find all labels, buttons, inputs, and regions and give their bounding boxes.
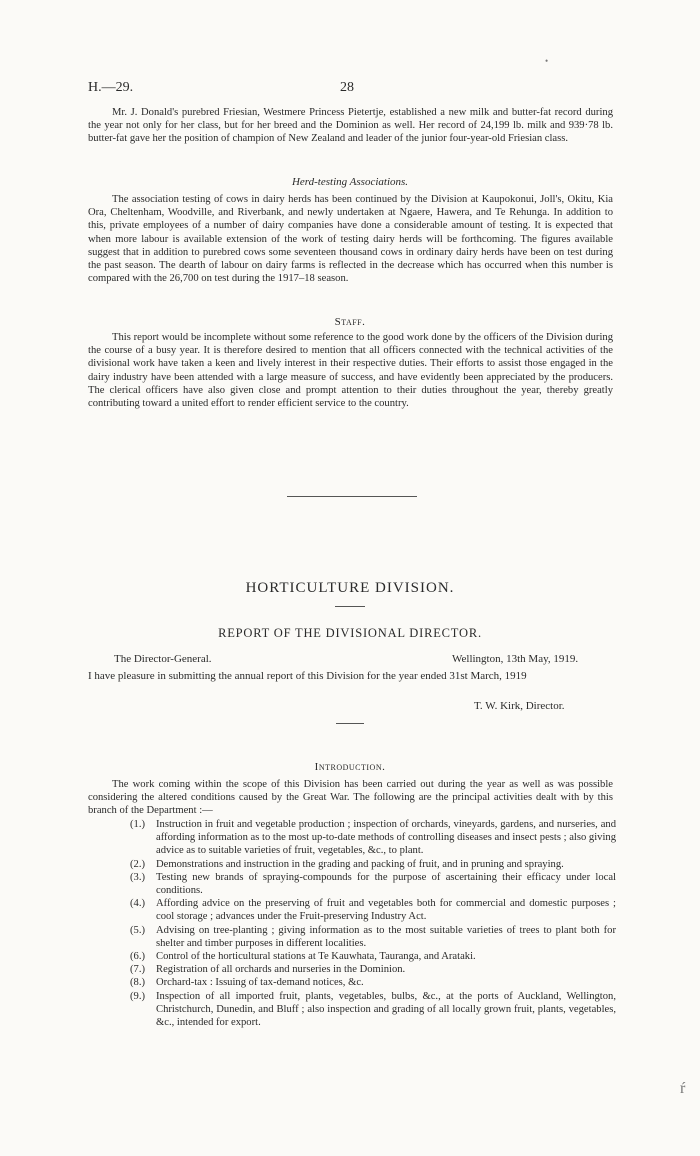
section-divider — [287, 496, 417, 497]
opening-paragraph: I have pleasure in submitting the annual report of this Division for the year ended 31st March, 1919 — [88, 670, 527, 682]
list-item: (1.) Instruction in fruit and vegetable production ; inspection of orchards, vineyards, gardens, and nurseries, and affording information as to the most up-to-date methods of controlling diseases and insect pests ; also giving advice as to suitable varieties of fruit, vegetables, &c., to plant. — [130, 819, 616, 857]
horticulture-title: HORTICULTURE DIVISION. — [245, 580, 455, 596]
page-number: 28 — [340, 80, 354, 95]
addressee: The Director-General. — [114, 653, 212, 665]
herd-testing-paragraph: The association testing of cows in dairy herds has been continued by the Division at Kaupokonui, Joll's, Okitu, Kia Ora, Cheltenham, Woodville, and Riverbank, and newly undertaken at Ngaere, Hawera, and Te Rehunga. In addition to this, private employees of a number of dairy companies have done a considerable amount of testing. It is expected that when more labour is available extension of the work of testing dairy herds will be forthcoming. The figures available suggest that in addition to purebred cows some seventeen thousand cows in ordinary dairy herds have been on test during the past season. The dearth of labour on dairy farms is reflected in the decrease which has occurred when this number is compared with the 26,700 on test during the 1917–18 season. — [88, 194, 613, 285]
list-item: (6.) Control of the horticultural stations at Te Kauwhata, Tauranga, and Arataki. — [130, 951, 476, 963]
signature: T. W. Kirk, Director. — [474, 700, 565, 712]
list-item: (3.) Testing new brands of spraying-compounds for the purpose of ascertaining their efficacy under local conditions. — [130, 871, 616, 897]
list-item: (5.) Advising on tree-planting ; giving information as to the most suitable varieties of trees to plant both for shelter and timber purposes in different localities. — [130, 924, 616, 949]
introduction-heading: Introduction. — [314, 761, 386, 773]
letter-date: Wellington, 13th May, 1919. — [452, 653, 579, 665]
report-heading: REPORT OF THE DIVISIONAL DIRECTOR. — [218, 626, 482, 640]
list-item: (4.) Affording advice on the preserving of fruit and vegetables both for commercial and domestic purposes ; cool storage ; advances under the Fruit-preserving Industry Act. — [130, 898, 616, 923]
list-item: (2.) Demonstrations and instruction in the grading and packing of fruit, and in pruning and spraying. — [130, 858, 564, 870]
staff-heading: Staff. — [334, 316, 366, 328]
scan-mark: ŕ — [680, 1080, 686, 1097]
list-item: (8.) Orchard-tax : Issuing of tax-demand notices, &c. — [130, 977, 364, 989]
signature-rule — [336, 723, 364, 724]
herd-testing-heading: Herd-testing Associations. — [291, 176, 409, 188]
introduction-paragraph: The work coming within the scope of this Division has been carried out during the year as well as was possible considering the altered conditions caused by the Great War. The following are the principal activities dealt with by this branch of the Department :— — [88, 779, 613, 817]
staff-paragraph: This report would be incomplete without some reference to the good work done by the officers of the Division during the course of a busy year. It is therefore desired to mention that all officers connected with the technical activities of the divisional work have taken a keen and lively interest in their respective duties. Their efforts to assist those engaged in the dairy industry have been attended with a large measure of success, and have evidently been appreciated by the producers. The clerical officers have also given close and prompt attention to their duties throughout the year, thereby greatly contributing toward a united effort to render efficient service to the country. — [88, 332, 613, 410]
list-item: (9.) Inspection of all imported fruit, plants, vegetables, bulbs, &c., at the ports of Auckland, Wellington, Christchurch, Dunedin, and Bluff ; also inspection and grading of all locally grown fruit, plants, vegetables, &c., intended for export. — [130, 990, 616, 1029]
title-rule — [335, 606, 365, 607]
list-item: (7.) Registration of all orchards and nurseries in the Dominion. — [130, 964, 406, 976]
document-code: H.—29. — [88, 80, 134, 95]
scan-speck: • — [545, 56, 549, 66]
donald-paragraph: Mr. J. Donald's purebred Friesian, Westmere Princess Pietertje, established a new milk and butter-fat record during the year not only for her class, but for her breed and the Dominion as well. Her record of 24,199 lb. milk and 939·78 lb. butter-fat gave her the position of champion of New Zealand and leader of the junior four-year-old Friesian class. — [88, 107, 613, 145]
activities-list — [130, 818, 616, 1029]
